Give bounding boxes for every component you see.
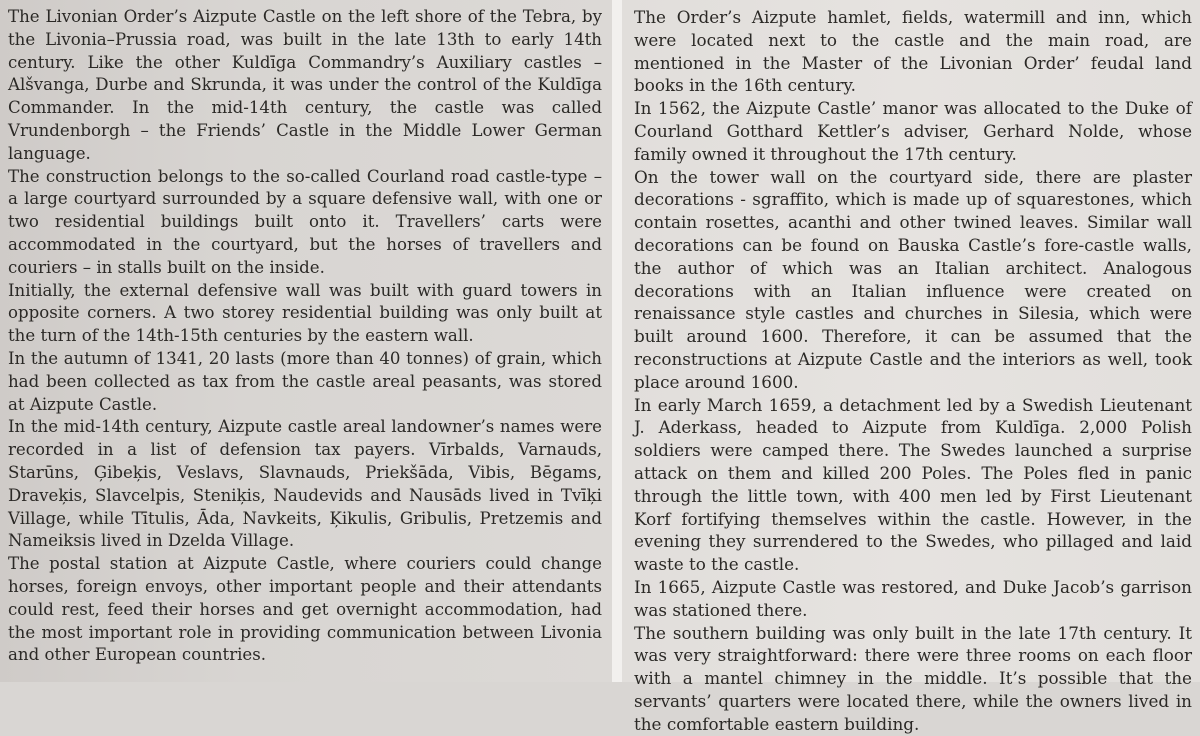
panel-divider (612, 0, 622, 682)
right-text-panel (622, 0, 1200, 734)
left-paragraph-3: Initially, the external defensive wall was built with guard towers in opposite corners. A two storey residential building was only built at the turn of the 14th-15th centuries by the eastern wall. (8, 280, 602, 346)
right-paragraph-3: On the tower wall on the courtyard side, there are plaster decorations - sgraffito, which is made up of squarestones, which contain rosettes, acanthi and other twined leaves. Similar wall decorations can be found on Bauska Castle’s fore-castle walls, the author of which was an Italian architect. Analogous decorations with an Italian influence were created on renaissance style castles and churches in Silesia, which were built around 1600. Therefore, it can be assumed that the reconstructions at Aizpute Castle and the interiors as well, took place around 1600. (634, 166, 1192, 392)
left-paragraph-5: In the mid-14th century, Aizpute castle areal landowner’s names were recorded in a list of defension tax payers. Vīrbalds, Varnauds, Starūns, Ģibeķis, Veslavs, Slavnauds, Priekšāda, Vibis, Bēgams, Draveķis, Slavcelpis, Steniķis, Naudevids and Nausāds lived in Tvīķi Village, while Tītulis, Āda, Navkeits, Ķikulis, Gribulis, Pretzemis and Nameiksis lived in Dzelda Village. (8, 417, 602, 551)
left-paragraph-4: In the autumn of 1341, 20 lasts (more than 40 tonnes) of grain, which had been collected as tax from the castle areal peasants, was stored at Aizpute Castle. (8, 348, 602, 414)
left-paragraph-6: The postal station at Aizpute Castle, where couriers could change horses, foreign envoys, other important people and their attendants could rest, feed their horses and get overnight accommodation, had the most important role in providing communication between Livonia and other European countries. (8, 554, 602, 665)
right-paragraph-2: In 1562, the Aizpute Castle’ manor was allocated to the Duke of Courland Gotthard Kettler’s adviser, Gerhard Nolde, whose family owned it throughout the 17th century. (634, 98, 1192, 164)
left-text-panel (0, 0, 612, 682)
left-paragraph-2: The construction belongs to the so-called Courland road castle-type – a large courtyard surrounded by a square defensive wall, with one or two residential buildings built onto it. Travellers’ carts were accommodated in the courtyard, but the horses of travellers and couriers – in stalls built on the inside. (8, 166, 602, 277)
left-paragraph-1: The Livonian Order’s Aizpute Castle on the left shore of the Tebra, by the Livonia–Prussia road, was built in the late 13th to early 14th century. Like the other Kuldīga Commandry’s Auxiliary castles – Alšvanga, Durbe and Skrunda, it was under the control of the Kuldīga Commander. In the mid-14th century, the castle was called Vrundenborgh – the Friends’ Castle in the Middle Lower German language. (8, 7, 602, 163)
right-paragraph-5: In 1665, Aizpute Castle was restored, and Duke Jacob’s garrison was stationed there. (634, 576, 1192, 620)
right-paragraph-1: The Order’s Aizpute hamlet, fields, watermill and inn, which were located next to the castle and the main road, are mentioned in the Master of the Livonian Order’ feudal land books in the 16th century. (634, 7, 1192, 96)
right-paragraph-6: The southern building was only built in the late 17th century. It was very straightforward: there were three rooms on each floor with a mantel chimney in the middle. It’s possible that the servants’ quarters were located there, while the owners lived in the comfortable eastern building. (634, 622, 1192, 734)
right-paragraph-4: In early March 1659, a detachment led by a Swedish Lieutenant J. Aderkass, headed to Aizpute from Kuldīga. 2,000 Polish soldiers were camped there. The Swedes launched a surprise attack on them and killed 200 Poles. The Poles fled in panic through the little town, with 400 men led by First Lieutenant Korf fortifying themselves within the castle. However, in the evening they surrendered to the Swedes, who pillaged and laid waste to the castle. (634, 394, 1192, 575)
